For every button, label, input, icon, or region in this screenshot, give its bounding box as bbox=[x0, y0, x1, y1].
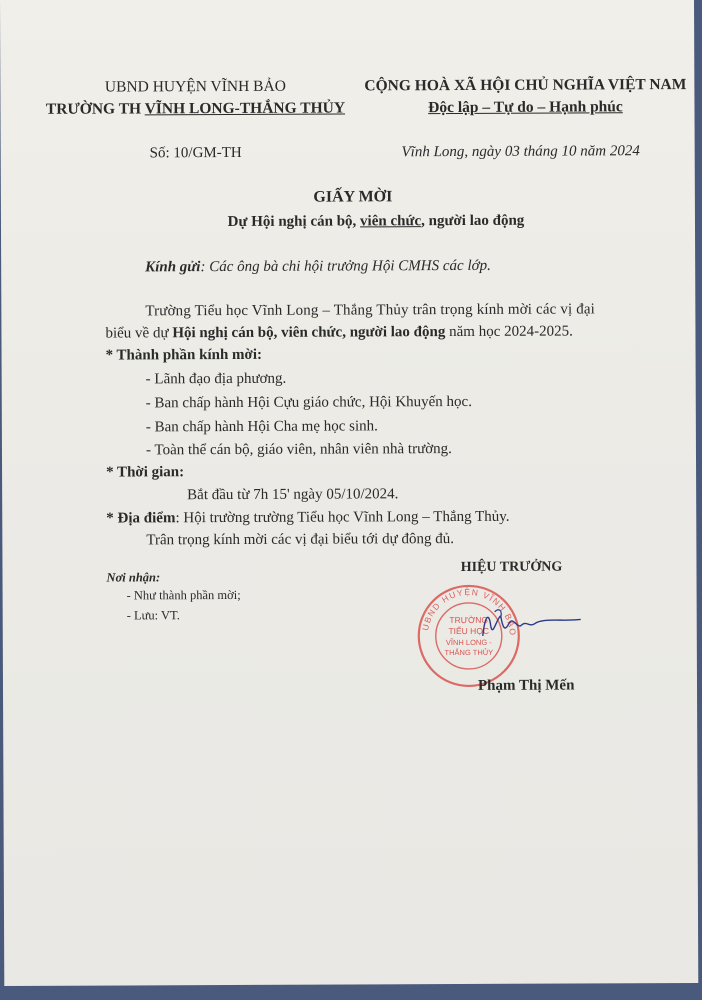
participant-item: - Toàn thể cán bộ, giáo viên, nhân viên nhà trường. bbox=[145, 441, 452, 459]
signature-icon bbox=[473, 597, 583, 647]
location-line: * Địa điểm: Hội trường trường Tiểu học Vĩnh Long – Thắng Thủy. bbox=[106, 508, 510, 527]
svg-text:THẮNG THỦY: THẮNG THỦY bbox=[444, 647, 494, 658]
issuer-school: TRƯỜNG TH VĨNH LONG-THẮNG THỦY bbox=[45, 99, 346, 118]
signer-title: HIỆU TRƯỞNG bbox=[460, 559, 563, 575]
participant-item: - Ban chấp hành Hội Cha mẹ học sinh. bbox=[145, 418, 378, 436]
time-text: Bắt đầu từ 7h 15' ngày 05/10/2024. bbox=[187, 486, 399, 504]
recipients-item: - Lưu: VT. bbox=[126, 608, 180, 623]
issuer-authority: UBND HUYỆN VĨNH BẢO bbox=[104, 77, 286, 96]
signer-name: Phạm Thị Mến bbox=[477, 677, 575, 694]
place-date: Vĩnh Long, ngày 03 tháng 10 năm 2024 bbox=[401, 143, 640, 161]
recipients-item: - Như thành phần mời; bbox=[126, 587, 241, 603]
time-heading: * Thời gian: bbox=[106, 464, 185, 481]
recipients-label: Nơi nhận: bbox=[106, 570, 161, 585]
participants-heading: * Thành phần kính mời: bbox=[105, 346, 263, 364]
svg-text:TRƯỜNG: TRƯỜNG bbox=[449, 614, 489, 626]
stamp-outer-text: UBND HUYỆN VĨNH BẢO bbox=[420, 586, 518, 637]
participant-item: - Ban chấp hành Hội Cựu giáo chức, Hội Khuyến học. bbox=[145, 393, 472, 412]
document-number: Số: 10/GM-TH bbox=[149, 144, 242, 162]
intro-line-2: biểu về dự Hội nghị cán bộ, viên chức, người lao động năm học 2024-2025. bbox=[105, 323, 573, 342]
national-title: CỘNG HOÀ XÃ HỘI CHỦ NGHĨA VIỆT NAM bbox=[364, 76, 687, 95]
svg-text:VĨNH LONG -: VĨNH LONG - bbox=[445, 637, 492, 648]
document-subtitle: Dự Hội nghị cán bộ, viên chức, người lao động bbox=[227, 212, 525, 231]
svg-text:TIỂU HỌC: TIỂU HỌC bbox=[448, 625, 490, 637]
closing-line: Trân trọng kính mời các vị đại biểu tới dự đông đủ. bbox=[146, 531, 454, 549]
participant-item: - Lãnh đạo địa phương. bbox=[145, 370, 287, 388]
document-title: GIẤY MỜI bbox=[313, 188, 393, 206]
recipient-line: Kính gửi: Các ông bà chi hội trưởng Hội CMHS các lớp. bbox=[145, 257, 491, 276]
national-motto: Độc lập – Tự do – Hạnh phúc bbox=[428, 98, 623, 117]
intro-line-1: Trường Tiểu học Vĩnh Long – Thắng Thủy trân trọng kính mời các vị đại bbox=[145, 301, 595, 320]
